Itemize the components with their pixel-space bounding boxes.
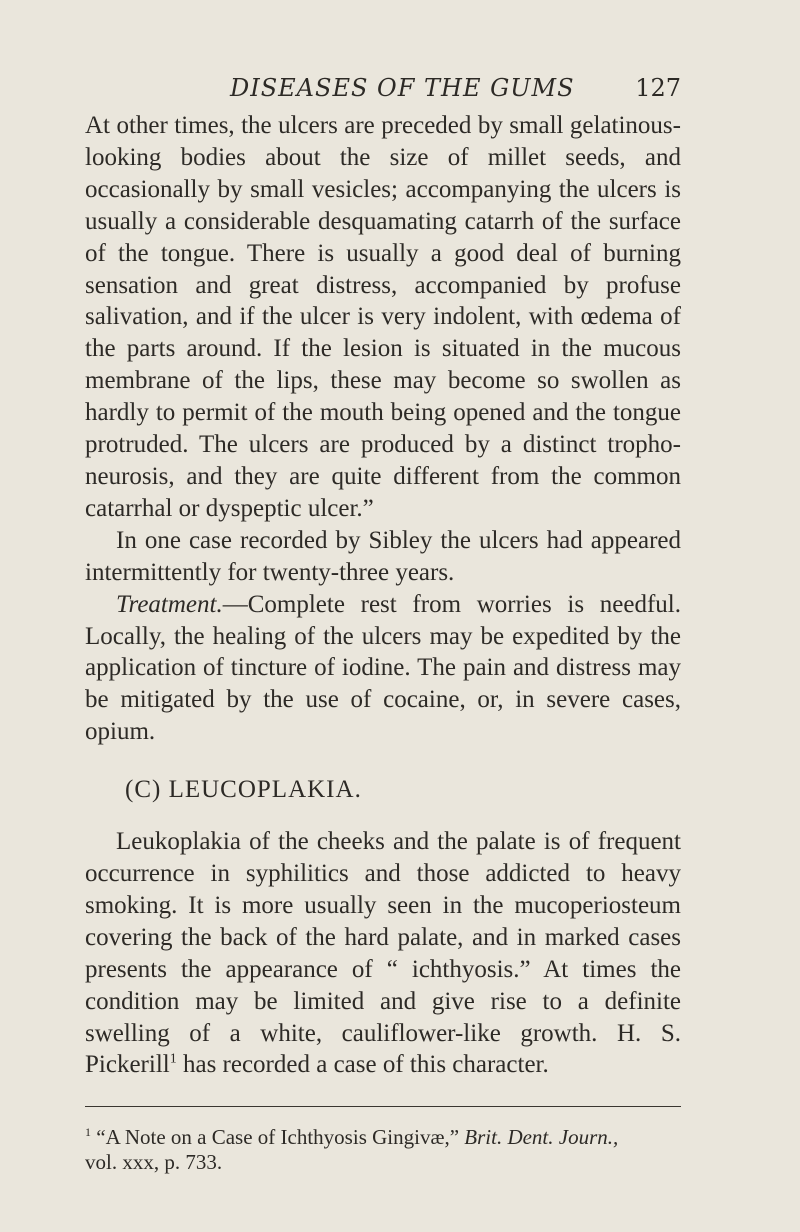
leucoplakia-text-end: has recorded a case of this character. [176, 1051, 549, 1079]
paragraph-ulcer-description: At other times, the ulcers are preceded by small gelatinous-looking bodies about the size of millet seeds, and occasionally by small vesicles; accompanying the ulcers is usually a considerable desquamating catarrh of the surface of the tongue. There is usually a good deal of burning sensation and great distress, accompanied by profuse salivation, and if the ulcer is very indolent, with œdema of the parts around. If the lesion is situated in the mucous membrane of the lips, these may become so swollen as hardly to permit of the mouth being opened and the tongue protruded. The ulcers are produced by a distinct tropho-neurosis, and they are quite different from the common catarrhal or dyspeptic ulcer.” [85, 112, 681, 522]
footnote-divider [85, 1106, 681, 1107]
footnote-title: “A Note on a Case of Ichthyosis Gingivæ,” [96, 1125, 460, 1150]
footnote-marker: 1 [85, 1125, 91, 1140]
footnote [85, 1120, 681, 1175]
treatment-text: —Complete rest from worries is needful. Locally, the healing of the ulcers may be expedited by the application of tincture of iodine. The pain and distress may be mitigated by the use of cocaine, or, in severe cases, opium. [85, 590, 681, 746]
paragraph-sibley-case: In one case recorded by Sibley the ulcers had appeared intermittently for twenty-three years. [85, 526, 681, 586]
section-heading: (C) LEUCOPLAKIA. [125, 776, 362, 804]
leucoplakia-text: Leukoplakia of the cheeks and the palate is of frequent occurrence in syphilitics and those addicted to heavy smoking. It is more usually seen in the mucoperiosteum covering the back of the hard palate, and in marked cases presents the appearance of “ ichthyosis.” At times the condition may be limited and give rise to a definite swelling of a white, cauliflower-like growth. H. S. Pickerill [85, 828, 681, 1079]
body-text-leucoplakia [85, 826, 681, 1081]
paragraph-leucoplakia [85, 826, 681, 1081]
body-text [85, 110, 681, 748]
paragraph-treatment [85, 589, 681, 749]
page-number: 127 [635, 74, 681, 102]
footnote-journal: Brit. Dent. Journ., [464, 1125, 619, 1150]
running-head: DISEASES OF THE GUMS [230, 74, 575, 102]
treatment-label: Treatment. [116, 590, 223, 618]
footnote-details: vol. xxx, p. 733. [85, 1150, 223, 1175]
page-header [85, 74, 681, 110]
book-page [85, 74, 681, 1175]
footnote-text [85, 1120, 681, 1175]
footnote-reference[interactable]: 1 [169, 1052, 177, 1068]
